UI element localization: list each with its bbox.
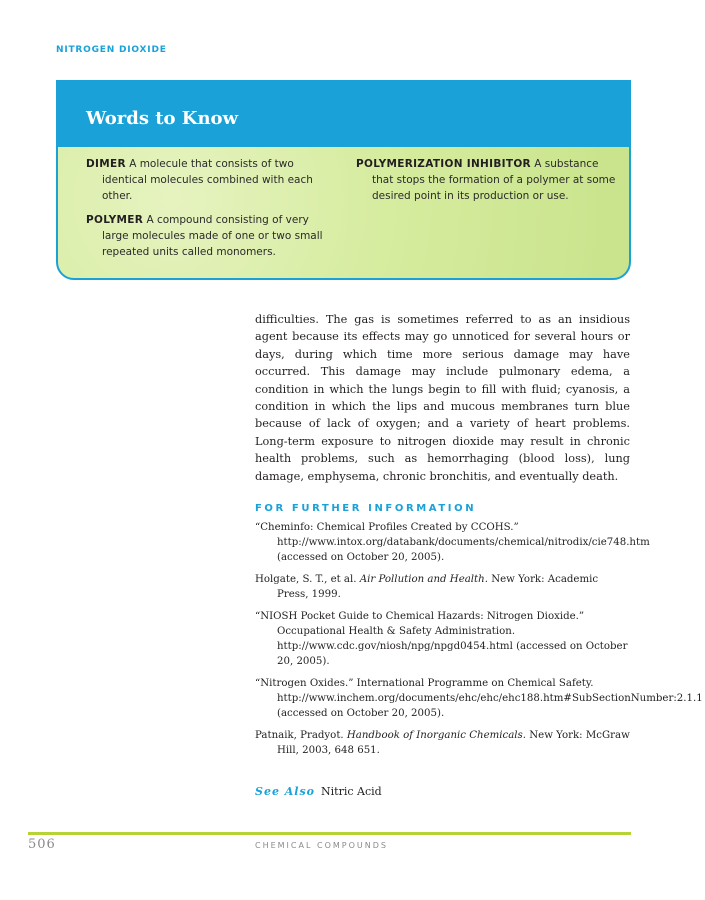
reference-item: Patnaik, Pradyot. Handbook of Inorganic Chemicals. New York: McGraw Hill, 2003, 648 651. bbox=[255, 730, 630, 756]
words-to-know-left-column bbox=[86, 156, 338, 268]
words-to-know-title: Words to Know bbox=[86, 108, 239, 129]
reference-item: Holgate, S. T., et al. Air Pollution and Health. New York: Academic Press, 1999. bbox=[255, 574, 599, 600]
see-also-link[interactable]: Nitric Acid bbox=[321, 785, 382, 798]
words-to-know-header bbox=[58, 82, 629, 147]
words-to-know-box bbox=[56, 80, 631, 280]
see-also-label: See Also bbox=[255, 785, 316, 798]
words-to-know-right-column bbox=[356, 156, 618, 212]
footer-rule bbox=[28, 832, 631, 835]
reference-item: “Nitrogen Oxides.” International Programme on Chemical Safety. http://www.inchem.org/documents/ehc/ehc/ehc188.htm#SubSectionNumber:2.1.1 (accessed on October 20, 2005). bbox=[255, 678, 703, 719]
running-head: NITROGEN DIOXIDE bbox=[56, 45, 167, 55]
glossary-definition: A compound consisting of very large molecules made of one or two small repeated units called monomers. bbox=[102, 214, 323, 258]
body-text bbox=[255, 311, 630, 485]
glossary-entry-polymerization-inhibitor bbox=[356, 156, 618, 204]
glossary-term: POLYMER bbox=[86, 214, 144, 226]
glossary-definition: A molecule that consists of two identical molecules combined with each other. bbox=[102, 158, 313, 202]
see-also bbox=[255, 785, 382, 798]
glossary-entry-dimer bbox=[86, 156, 338, 204]
body-paragraph: difficulties. The gas is sometimes referred to as an insidious agent because its effects may go unnoticed for several hours or days, during which time more serious damage may have occurred. This damage may include pulmonary edema, a condition in which the lungs begin to fill with fluid; cyanosis, a condition in which the lips and mucous membranes turn blue because of lack of oxygen; and a variety of heart problems. Long-term exposure to nitrogen dioxide may result in chronic health problems, such as hemorrhaging (blood loss), lung damage, emphysema, chronic bronchitis, and eventually death. bbox=[255, 313, 630, 483]
glossary-term: POLYMERIZATION INHIBITOR bbox=[356, 158, 531, 170]
reference-item: “NIOSH Pocket Guide to Chemical Hazards: Nitrogen Dioxide.” Occupational Health & Safety Administration. http://www.cdc.gov/niosh/npg/npgd0454.html (accessed on October 20, 2005). bbox=[255, 611, 628, 667]
further-information-heading: FOR FURTHER INFORMATION bbox=[255, 503, 477, 514]
glossary-entry-polymer bbox=[86, 212, 338, 260]
footer-book-title: CHEMICAL COMPOUNDS bbox=[255, 841, 388, 850]
reference-item: “Cheminfo: Chemical Profiles Created by CCOHS.” http://www.intox.org/databank/documents/chemical/nitrodix/cie748.htm (accessed on October 20, 2005). bbox=[255, 522, 650, 563]
reference-list bbox=[255, 520, 703, 765]
glossary-definition: A substance that stops the formation of a polymer at some desired point in its production or use. bbox=[372, 158, 616, 202]
page-number: 506 bbox=[28, 837, 56, 852]
glossary-term: DIMER bbox=[86, 158, 126, 170]
